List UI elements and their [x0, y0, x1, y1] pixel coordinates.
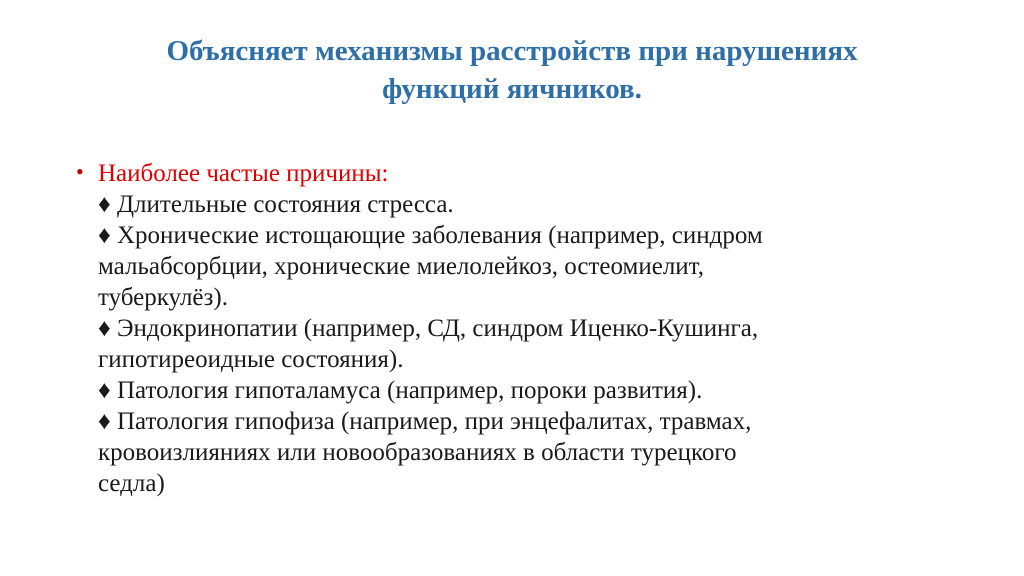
slide-title-line-1: Объясняет механизмы расстройств при нарушениях — [166, 35, 858, 67]
list-item: ♦ Патология гипоталамуса (например, пороки развития). — [98, 377, 703, 404]
bullet-block — [76, 158, 956, 499]
list-item: гипотиреоидные состояния). — [98, 346, 404, 373]
list-item: ♦ Длительные состояния стресса. — [98, 191, 454, 218]
bullet-content — [98, 158, 956, 499]
list-item: ♦ Эндокринопатии (например, СД, синдром Иценко-Кушинга, — [98, 315, 759, 342]
list-item: ♦ Хронические истощающие заболевания (например, синдром — [98, 222, 763, 249]
slide-title-line-2: функций яичников. — [382, 73, 642, 105]
list-item: мальабсорбции, хронические миелолейкоз, остеомиелит, — [98, 253, 704, 280]
bullet-heading: Наиболее частые причины: — [98, 160, 389, 187]
list-item: кровоизлияниях или новообразованиях в области турецкого — [98, 439, 737, 466]
list-item: ♦ Патология гипофиза (например, при энцефалитах, травмах, — [98, 408, 752, 435]
list-item: седла) — [98, 470, 165, 497]
bullet-dot-icon: • — [76, 159, 84, 184]
slide-title — [60, 32, 964, 108]
list-item: туберкулёз). — [98, 284, 228, 311]
